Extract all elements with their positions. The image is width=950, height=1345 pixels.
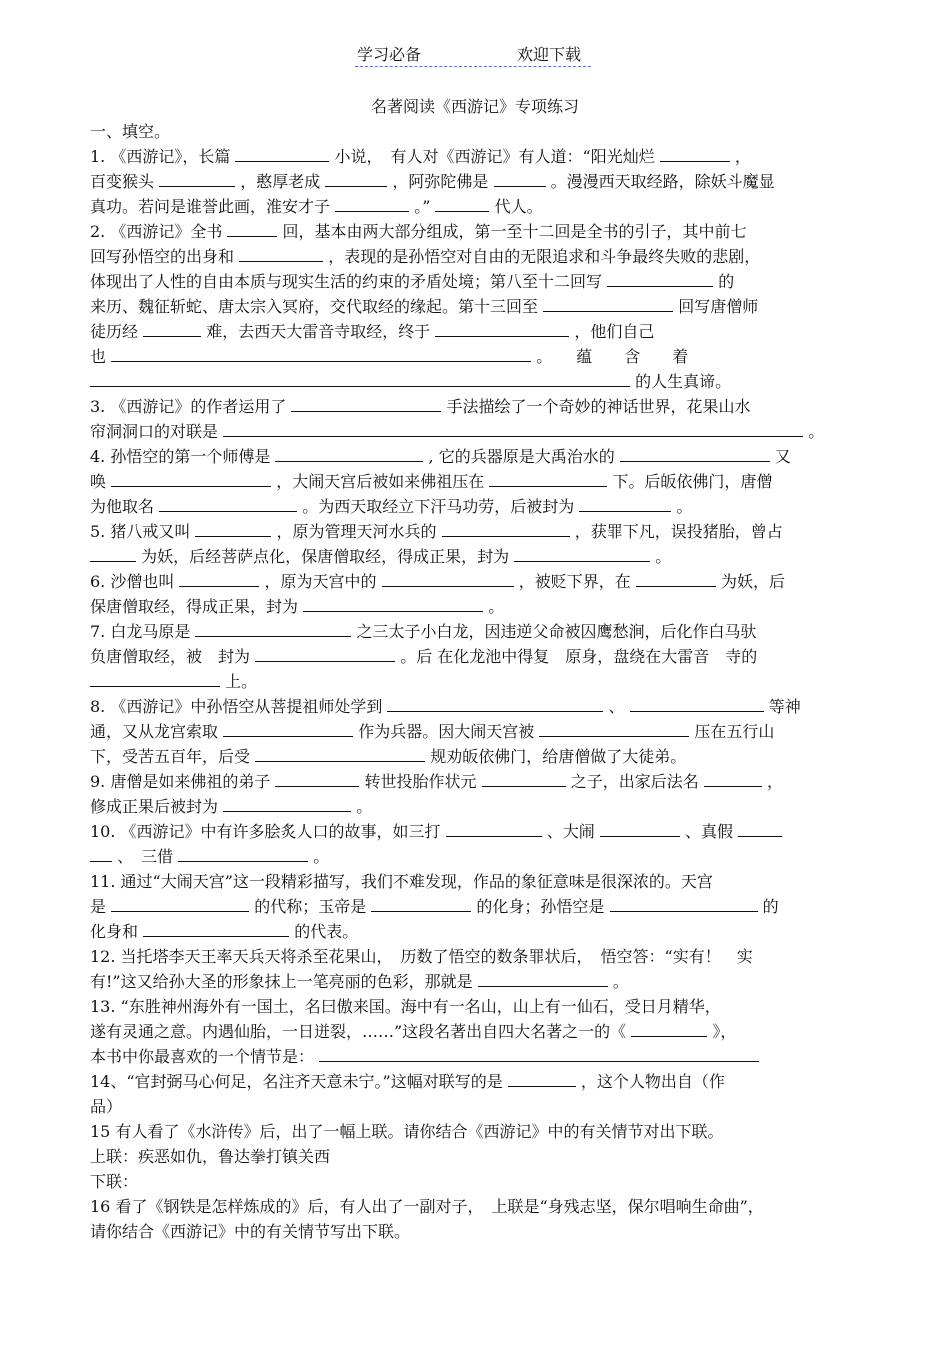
answer-blank[interactable] [159, 494, 297, 512]
answer-blank[interactable] [111, 894, 249, 912]
question-4: 4. 孙悟空的第一个师傅是 , 它的兵器原是大禹治水的 又 唤 ，大闹天宫后被如来佛祖压在 下。后皈依佛门，唐僧 为他取名 。为西天取经立下汗马功劳，后被封为 。 [90, 444, 860, 519]
second-line-prompt: 下联： [90, 1172, 139, 1191]
answer-blank[interactable] [223, 719, 353, 737]
answer-blank[interactable] [111, 469, 271, 487]
answer-blank[interactable] [620, 444, 770, 462]
answer-blank[interactable] [227, 219, 277, 237]
answer-blank[interactable] [704, 769, 762, 787]
question-12: 12. 当托塔李天王率天兵天将杀至花果山， 历数了悟空的数条罪状后， 悟空答：“实有！ 实 有!”这又给孙大圣的形象抹上一笔亮丽的色彩，那就是 。 [90, 947, 753, 991]
answer-blank[interactable] [636, 569, 716, 587]
answer-blank[interactable] [319, 1044, 759, 1062]
answer-blank[interactable] [494, 169, 546, 187]
question-16: 16 看了《钢铁是怎样炼成的》后，有人出了一副对子， 上联是“身残志坚，保尔唱响生命曲”， 请你结合《西游记》中的有关情节写出下联。 [90, 1197, 764, 1241]
answer-blank[interactable] [111, 344, 531, 362]
header-right-text: 欢迎下载 [517, 45, 582, 64]
answer-blank[interactable] [489, 469, 607, 487]
question-6: 6. 沙僧也叫 ，原为天宫中的 ，被贬下界，在 为妖，后 保唐僧取经，得成正果，封为 。 [90, 569, 860, 619]
answer-blank[interactable] [335, 194, 409, 212]
question-10: 10. 《西游记》中有许多脍炙人口的故事，如三打 、大闹 、真假 、 三借 。 [90, 819, 860, 869]
answer-blank[interactable] [179, 569, 259, 587]
answer-blank[interactable] [195, 619, 351, 637]
header-left-text: 学习必备 [357, 45, 422, 64]
answer-blank[interactable] [482, 769, 566, 787]
answer-blank[interactable] [195, 519, 271, 537]
question-7: 7. 白龙马原是 之三太子小白龙，因违逆父命被囚鹰愁涧，后化作白马驮 负唐僧取经，被 封为 。后 在化龙池中得复 原身，盘绕在大雷音 寺的 上。 [90, 619, 860, 694]
answer-blank[interactable] [255, 744, 425, 762]
answer-blank[interactable] [630, 694, 764, 712]
answer-blank[interactable] [610, 894, 758, 912]
question-11: 11. 通过“大闹天宫”这一段精彩描写，我们不难发现，作品的象征意味是很深浓的。天宫 是 的代称；玉帝是 的化身；孙悟空是 的 化身和 的代表。 [90, 872, 779, 941]
answer-blank[interactable] [90, 669, 220, 687]
answer-blank[interactable] [607, 269, 713, 287]
answer-blank[interactable] [90, 844, 112, 862]
answer-blank[interactable] [223, 794, 351, 812]
answer-blank[interactable] [660, 144, 730, 162]
question-8: 8. 《西游记》中孙悟空从菩提祖师处学到 、 等神 通，又从龙宫索取 作为兵器。因大闹天宫被 压在五行山 下，受苦五百年，后受 规劝皈依佛门，给唐僧做了大徒弟。 [90, 694, 860, 769]
answer-blank[interactable] [239, 244, 323, 262]
question-15: 15 有人看了《水浒传》后，出了一幅上联。请你结合《西游记》中的有关情节对出下联。 上联：疾恶如仇，鲁达拳打镇关西 下联： [90, 1122, 724, 1191]
answer-blank[interactable] [325, 169, 387, 187]
answer-blank[interactable] [223, 419, 803, 437]
question-13: 13. “东胜神州海外有一国土，名曰傲来国。海中有一名山，山上有一仙石，受日月精华， 遂有灵通之意。内遇仙胎，一日迸裂，……”这段名著出自四大名著之一的《 》， 本书中你最喜欢的一个情节是： [90, 994, 860, 1069]
answer-blank[interactable] [446, 819, 542, 837]
answer-blank[interactable] [435, 194, 489, 212]
question-3: 3. 《西游记》的作者运用了 手法描绘了一个奇妙的神话世界，花果山水 帘洞洞口的对联是 。 [90, 394, 860, 444]
answer-blank[interactable] [435, 319, 569, 337]
question-9: 9. 唐僧是如来佛祖的弟子 转世投胎作状元 之子，出家后法名 ， 修成正果后被封为 。 [90, 769, 860, 819]
answer-blank[interactable] [178, 844, 308, 862]
answer-blank[interactable] [543, 294, 673, 312]
answer-blank[interactable] [255, 644, 395, 662]
exercise-body [90, 119, 860, 1244]
answer-blank[interactable] [539, 719, 689, 737]
answer-blank[interactable] [371, 894, 471, 912]
answer-blank[interactable] [738, 819, 782, 837]
answer-blank[interactable] [303, 594, 483, 612]
question-14: 14、“官封弼马心何足，名注齐天意未宁。”这幅对联写的是 ，这个人物出自（作 品） [90, 1069, 860, 1119]
answer-blank[interactable] [143, 319, 201, 337]
question-1: 1. 《西游记》，长篇 小说， 有人对《西游记》有人道：“阳光灿烂 ， 百变猴头 ，憨厚老成 ，阿弥陀佛是 。漫漫西天取经路，除妖斗魔显 真功。若问是谁誉此画，淮安才子 。” 代人。 [90, 144, 860, 219]
question-2: 2. 《西游记》全书 回，基本由两大部分组成，第一至十二回是全书的引子，其中前七 回写孙悟空的出身和 ，表现的是孙悟空对自由的无限追求和斗争最终失败的悲剧， 体现出了人性的自由本质与现实生活的约束的矛盾处境；第八至十二回写 的 来历、魏征斩蛇、唐太宗入冥府，交代取经的缘起。第十三回至 回写唐僧师 徒历经 难，去西天大雷音寺取经，终于 ，他们自己 也 。 蕴 含 着 的人生真谛。 [90, 219, 860, 394]
answer-blank[interactable] [291, 394, 441, 412]
question-5: 5. 猪八戒又叫 ，原为管理天河水兵的 ，获罪下凡，误投猪胎，曾占 为妖，后经菩萨点化，保唐僧取经，得成正果，封为 。 [90, 519, 860, 569]
answer-blank[interactable] [90, 369, 630, 387]
section-heading: 一、填空。 [90, 122, 171, 141]
answer-blank[interactable] [600, 819, 680, 837]
document-title: 名著阅读《西游记》专项练习 [370, 97, 579, 116]
answer-blank[interactable] [387, 694, 603, 712]
answer-blank[interactable] [143, 919, 289, 937]
answer-blank[interactable] [631, 1019, 707, 1037]
answer-blank[interactable] [508, 1069, 576, 1087]
answer-blank[interactable] [478, 969, 608, 987]
answer-blank[interactable] [275, 769, 359, 787]
answer-blank[interactable] [442, 519, 570, 537]
answer-blank[interactable] [275, 444, 423, 462]
answer-blank[interactable] [235, 144, 329, 162]
answer-blank[interactable] [90, 544, 136, 562]
answer-blank[interactable] [382, 569, 514, 587]
page-header [355, 42, 591, 67]
answer-blank[interactable] [159, 169, 235, 187]
answer-blank[interactable] [514, 544, 650, 562]
first-line-couplet: 上联：疾恶如仇，鲁达拳打镇关西 [90, 1147, 331, 1166]
answer-blank[interactable] [579, 494, 671, 512]
